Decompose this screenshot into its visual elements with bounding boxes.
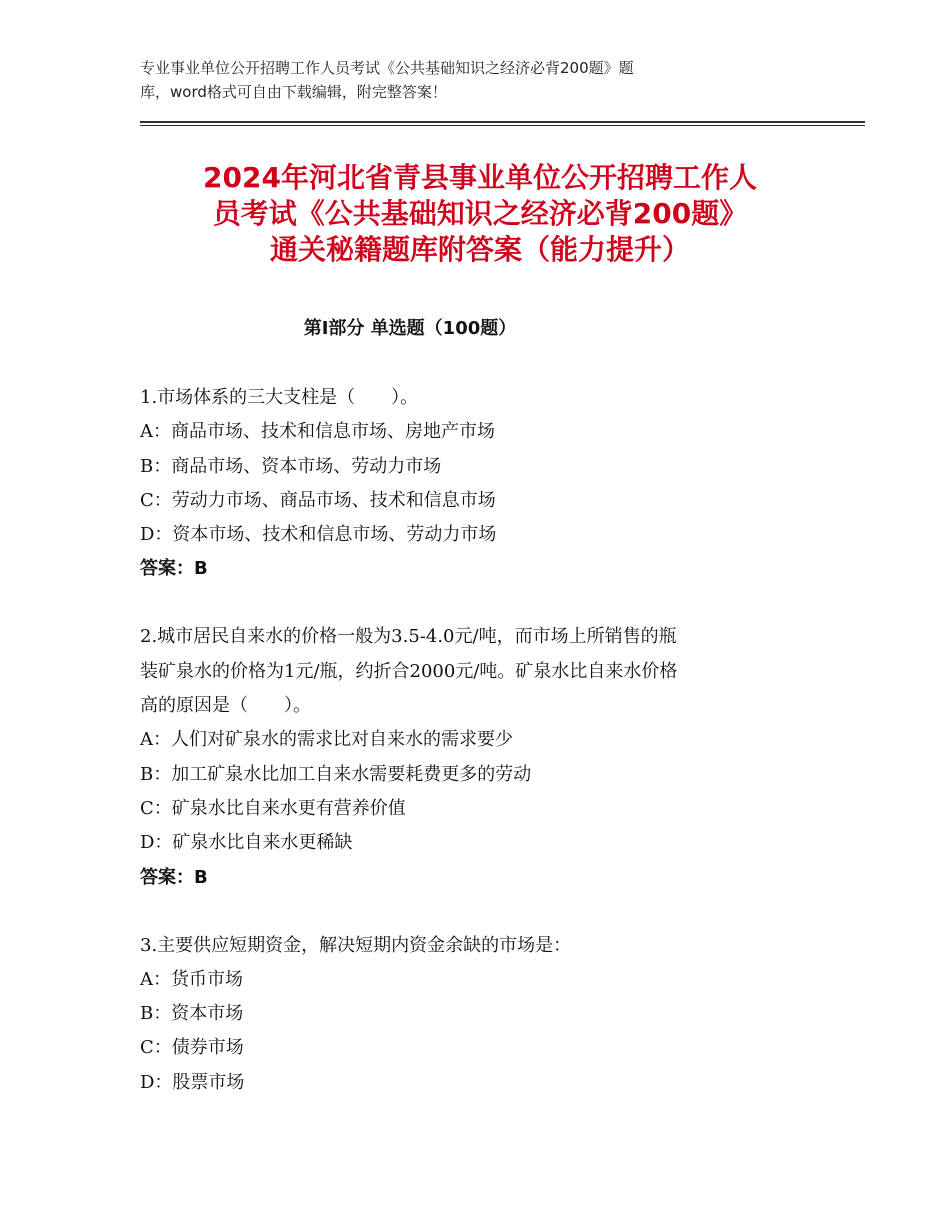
page-header [140,56,830,104]
option-a: A：货币市场 [140,968,243,990]
document-title-line-2: 员考试《公共基础知识之经济必背200题》 [212,197,748,230]
question-list [140,381,820,1134]
question-2 [140,620,820,894]
answer-label: 答案：B [140,558,208,580]
option-d: D：矿泉水比自来水更稀缺 [140,832,353,854]
question-stem: 1.市场体系的三大支柱是（ ）。 [140,387,419,408]
option-b: B：资本市场 [140,1003,244,1025]
header-divider-thin [140,125,865,126]
question-stem: 2.城市居民自来水的价格一般为3.5-4.0元/吨，而市场上所销售的瓶 [140,626,677,648]
answer-label: 答案：B [140,866,208,888]
section-heading: 第Ⅰ部分 单选题（100题） [303,318,517,339]
question-3 [140,929,820,1100]
document-title-line-1: 2024年河北省青县事业单位公开招聘工作人 [203,161,757,194]
option-d: D：资本市场、技术和信息市场、劳动力市场 [140,524,497,546]
question-1 [140,381,820,586]
option-c: C：矿泉水比自来水更有营养价值 [140,797,406,819]
question-stem: 3.主要供应短期资金，解决短期内资金余缺的市场是： [140,934,572,956]
question-stem: 高的原因是（ ）。 [140,695,311,717]
option-a: A：商品市场、技术和信息市场、房地产市场 [140,421,495,443]
question-stem: 装矿泉水的价格为1元/瓶，约折合2000元/吨。矿泉水比自来水价格 [140,660,678,682]
header-divider-thick [140,121,865,123]
option-b: B：加工矿泉水比加工自来水需要耗费更多的劳动 [140,763,532,785]
page-header-line-1: 专业事业单位公开招聘工作人员考试《公共基础知识之经济必背200题》题 [140,59,634,77]
option-d: D：股票市场 [140,1071,245,1093]
option-c: C：债券市场 [140,1037,244,1059]
option-c: C：劳动力市场、商品市场、技术和信息市场 [140,489,496,511]
document-title-line-3: 通关秘籍题库附答案（能力提升） [269,233,690,266]
option-a: A：人们对矿泉水的需求比对自来水的需求要少 [140,729,513,751]
document-title [140,160,820,268]
page-header-line-2: 库，word格式可自由下载编辑，附完整答案！ [140,83,447,101]
option-b: B：商品市场、资本市场、劳动力市场 [140,455,442,477]
